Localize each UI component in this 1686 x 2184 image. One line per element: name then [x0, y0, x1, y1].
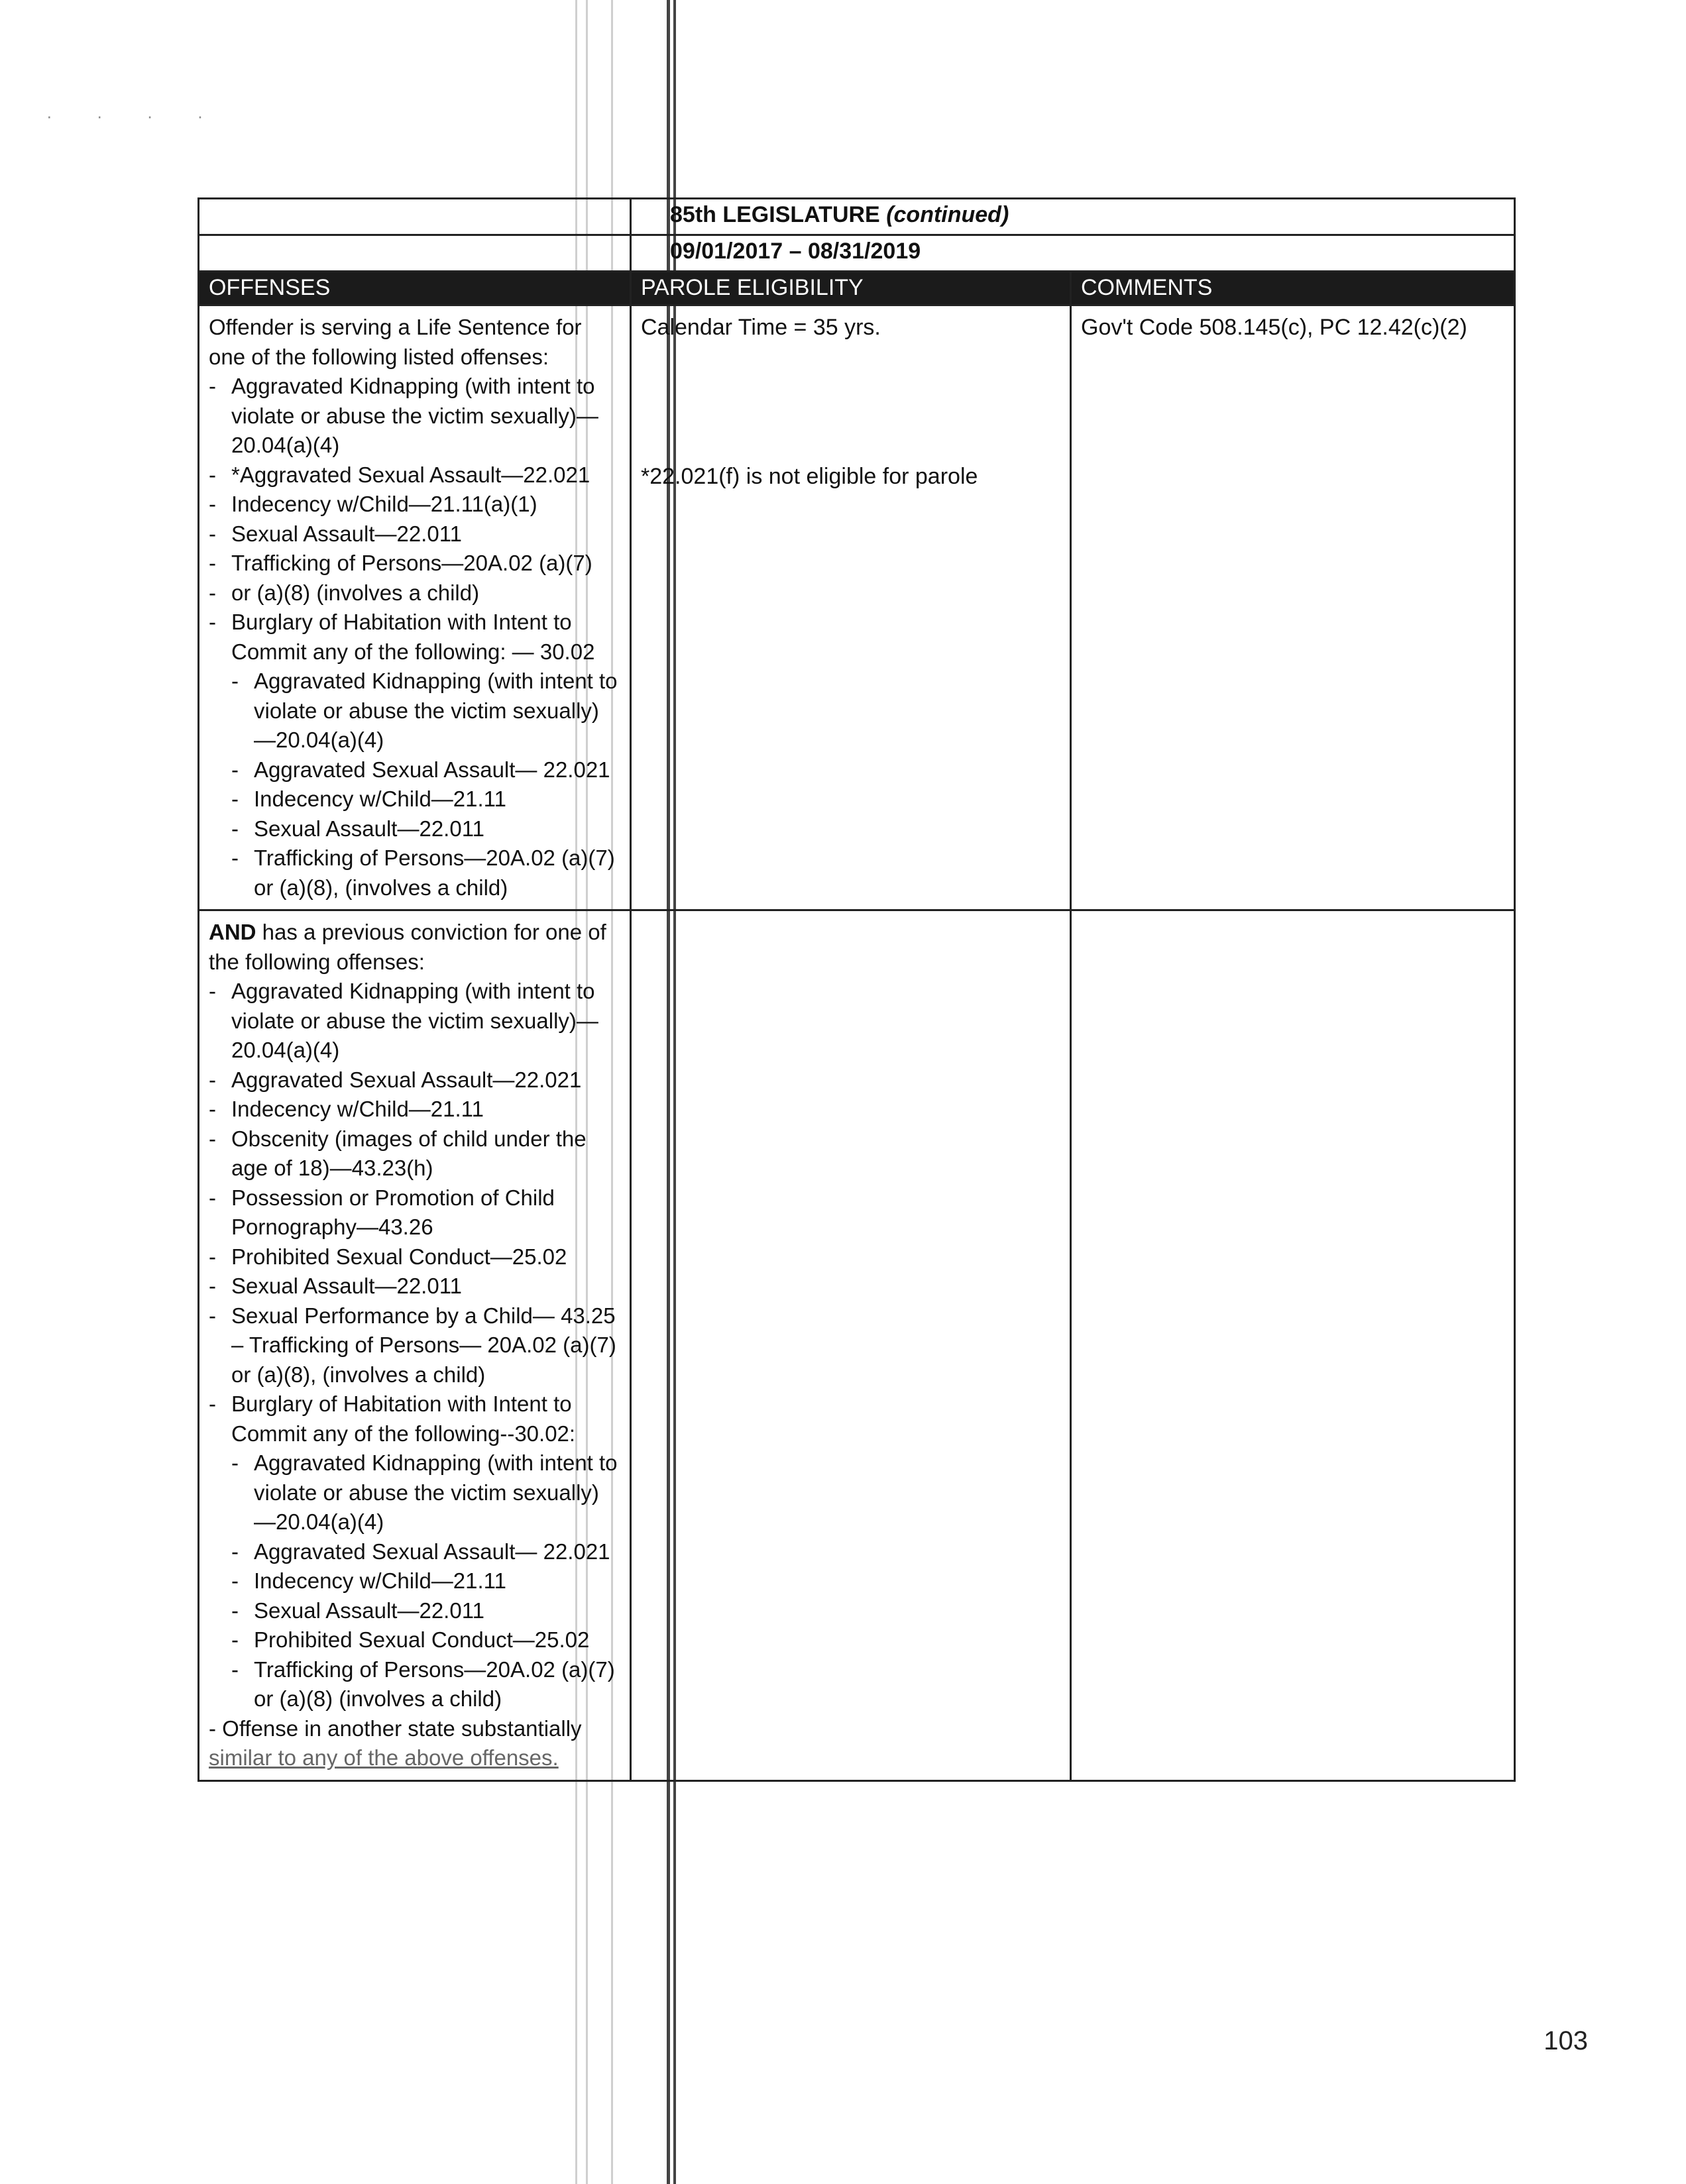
offenses-cell: [199, 305, 631, 910]
offenses-intro: Offender is serving a Life Sentence for one of the following listed offenses:: [209, 315, 582, 369]
sub-list-item: - Aggravated Sexual Assault— 22.021: [231, 1539, 610, 1564]
scan-specks: · · · ·: [46, 106, 223, 126]
list-item: - Aggravated Sexual Assault—22.021: [209, 1067, 582, 1092]
list-item: - Trafficking of Persons—20A.02 (a)(7): [209, 551, 592, 575]
list-item: - Obscenity (images of child under the age of 18)—43.23(h): [209, 1126, 587, 1180]
closing-line: - Offense in another state substantially: [209, 1716, 582, 1741]
column-header-comments: COMMENTS: [1071, 272, 1515, 305]
parole-value: Calendar Time = 35 yrs.: [641, 315, 881, 340]
page-number: 103: [1544, 2026, 1588, 2055]
comments-cell: [1071, 305, 1515, 910]
sub-list-item: - Trafficking of Persons—20A.02 (a)(7) or (a)(8), (involves a child): [231, 846, 615, 900]
sub-list-item: - Sexual Assault—22.011: [231, 816, 484, 841]
sub-list-item: - Indecency w/Child—21.11: [231, 787, 506, 811]
parole-cell: [631, 305, 1071, 910]
parole-table: [197, 197, 1516, 1782]
closing-line: similar to any of the above offenses.: [209, 1745, 559, 1770]
table-row: [199, 910, 1515, 1781]
table-row: [199, 305, 1515, 910]
comments-cell: [1071, 910, 1515, 1781]
legislature-suffix: (continued): [886, 202, 1009, 227]
sub-list-item: - Aggravated Sexual Assault— 22.021: [231, 757, 610, 782]
legislature-header: [631, 199, 1515, 235]
list-item: - Indecency w/Child—21.11(a)(1): [209, 492, 537, 516]
list-item: - Burglary of Habitation with Intent to Commit any of the following--30.02:: [209, 1392, 576, 1446]
offenses-cell: [199, 910, 631, 1781]
sub-list-item: - Trafficking of Persons—20A.02 (a)(7) or (a)(8) (involves a child): [231, 1657, 615, 1711]
column-header-row: [199, 272, 1515, 305]
date-range: [631, 235, 1515, 272]
list-item: - or (a)(8) (involves a child): [209, 580, 480, 605]
sub-list-item: - Aggravated Kidnapping (with intent to violate or abuse the victim sexually)—20.04(a)(4): [231, 1450, 618, 1534]
list-item: - *Aggravated Sexual Assault—22.021: [209, 462, 590, 487]
sub-list-item: - Sexual Assault—22.011: [231, 1598, 484, 1623]
sub-list-item: - Aggravated Kidnapping (with intent to violate or abuse the victim sexually)—20.04(a)(4): [231, 669, 618, 752]
parole-note: *22.021(f) is not eligible for parole: [641, 464, 978, 489]
comments-value: Gov't Code 508.145(c), PC 12.42(c)(2): [1081, 315, 1467, 340]
list-item: - Indecency w/Child—21.11: [209, 1097, 484, 1121]
list-item: - Aggravated Kidnapping (with intent to violate or abuse the victim sexually)—20.04(a)(4): [209, 979, 598, 1062]
list-item: - Aggravated Kidnapping (with intent to violate or abuse the victim sexually)—20.04(a)(4): [209, 374, 598, 457]
list-item: - Prohibited Sexual Conduct—25.02: [209, 1244, 567, 1269]
parole-cell: [631, 910, 1071, 1781]
list-item: - Burglary of Habitation with Intent to Commit any of the following: — 30.02: [209, 610, 595, 664]
sub-list-item: - Prohibited Sexual Conduct—25.02: [231, 1627, 590, 1652]
list-item: - Possession or Promotion of Child Pornography—43.26: [209, 1185, 555, 1239]
offenses-intro: AND has a previous conviction for one of the following offenses:: [209, 920, 606, 974]
list-item: - Sexual Assault—22.011: [209, 521, 462, 546]
date-range-text: 09/01/2017 – 08/31/2019: [670, 239, 921, 264]
sub-list-item: - Indecency w/Child—21.11: [231, 1568, 506, 1593]
column-header-offenses: OFFENSES: [199, 272, 631, 305]
list-item: - Sexual Assault—22.011: [209, 1274, 462, 1298]
list-item: - Sexual Performance by a Child— 43.25 – Trafficking of Persons— 20A.02 (a)(7) or (a)(8), (involves a child): [209, 1303, 616, 1387]
legislature-title: 85th LEGISLATURE: [670, 202, 880, 227]
column-header-parole: PAROLE ELIGIBILITY: [631, 272, 1071, 305]
